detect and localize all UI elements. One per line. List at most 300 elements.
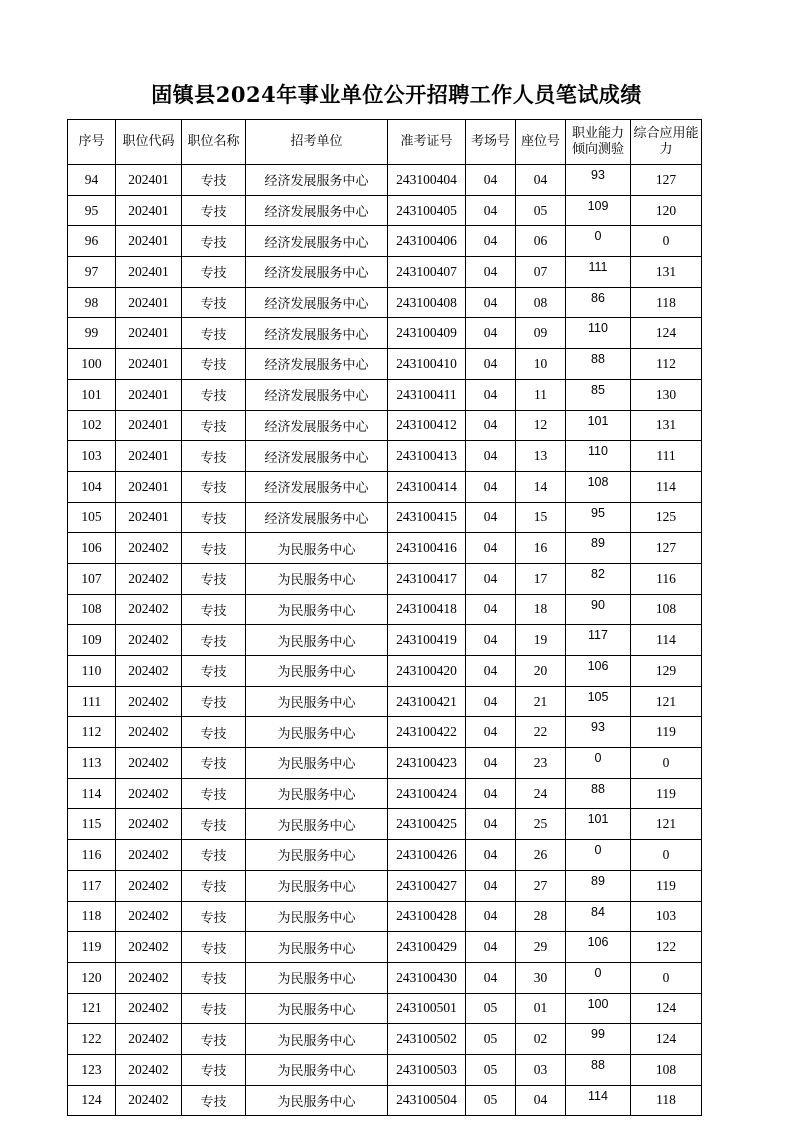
seat-cell: 17 xyxy=(516,563,566,594)
comprehensive-score-cell: 114 xyxy=(631,625,702,656)
comprehensive-score-cell: 119 xyxy=(631,778,702,809)
seat-cell: 05 xyxy=(516,195,566,226)
admission-number-cell: 243100429 xyxy=(388,932,466,963)
col-header-comprehensive-score: 综合应用能力 xyxy=(631,120,702,165)
position-name-cell: 专技 xyxy=(182,1024,246,1055)
position-code-cell: 202402 xyxy=(116,932,182,963)
position-name-cell: 专技 xyxy=(182,471,246,502)
admission-number-cell: 243100412 xyxy=(388,410,466,441)
position-code-cell: 202401 xyxy=(116,410,182,441)
recruiting-unit-cell: 为民服务中心 xyxy=(246,625,388,656)
position-name-cell: 专技 xyxy=(182,901,246,932)
table-row xyxy=(68,594,702,625)
admission-number-cell: 243100504 xyxy=(388,1085,466,1116)
position-name-cell: 专技 xyxy=(182,840,246,871)
seat-cell: 02 xyxy=(516,1024,566,1055)
table-row xyxy=(68,932,702,963)
seq-cell: 123 xyxy=(68,1054,116,1085)
admission-number-cell: 243100423 xyxy=(388,748,466,779)
position-code-cell: 202402 xyxy=(116,625,182,656)
comprehensive-score-cell: 122 xyxy=(631,932,702,963)
admission-number-cell: 243100501 xyxy=(388,993,466,1024)
seq-cell: 111 xyxy=(68,686,116,717)
admission-number-cell: 243100424 xyxy=(388,778,466,809)
exam-room-cell: 04 xyxy=(466,625,516,656)
seq-cell: 96 xyxy=(68,226,116,257)
position-code-cell: 202402 xyxy=(116,656,182,687)
seq-cell: 116 xyxy=(68,840,116,871)
position-code-cell: 202401 xyxy=(116,257,182,288)
seq-cell: 118 xyxy=(68,901,116,932)
admission-number-cell: 243100427 xyxy=(388,870,466,901)
comprehensive-score-cell: 124 xyxy=(631,1024,702,1055)
position-name-cell: 专技 xyxy=(182,441,246,472)
seq-cell: 105 xyxy=(68,502,116,533)
col-header-aptitude-score: 职业能力倾向测验 xyxy=(566,120,631,165)
table-row xyxy=(68,840,702,871)
seat-cell: 04 xyxy=(516,1085,566,1116)
comprehensive-score-cell: 119 xyxy=(631,717,702,748)
seat-cell: 26 xyxy=(516,840,566,871)
comprehensive-score-cell: 119 xyxy=(631,870,702,901)
aptitude-score-cell: 89 xyxy=(566,533,631,564)
seat-cell: 25 xyxy=(516,809,566,840)
exam-room-cell: 04 xyxy=(466,901,516,932)
table-row xyxy=(68,962,702,993)
recruiting-unit-cell: 为民服务中心 xyxy=(246,594,388,625)
table-row xyxy=(68,287,702,318)
table-row xyxy=(68,471,702,502)
aptitude-score-cell: 114 xyxy=(566,1085,631,1116)
position-name-cell: 专技 xyxy=(182,748,246,779)
aptitude-score-cell: 0 xyxy=(566,226,631,257)
exam-room-cell: 05 xyxy=(466,1054,516,1085)
table-row xyxy=(68,809,702,840)
seat-cell: 15 xyxy=(516,502,566,533)
recruiting-unit-cell: 为民服务中心 xyxy=(246,1085,388,1116)
comprehensive-score-cell: 114 xyxy=(631,471,702,502)
position-name-cell: 专技 xyxy=(182,165,246,196)
aptitude-score-cell: 105 xyxy=(566,686,631,717)
seq-cell: 124 xyxy=(68,1085,116,1116)
aptitude-score-cell: 117 xyxy=(566,625,631,656)
seq-cell: 117 xyxy=(68,870,116,901)
recruiting-unit-cell: 经济发展服务中心 xyxy=(246,471,388,502)
position-code-cell: 202402 xyxy=(116,533,182,564)
position-code-cell: 202401 xyxy=(116,471,182,502)
position-code-cell: 202402 xyxy=(116,993,182,1024)
position-name-cell: 专技 xyxy=(182,1054,246,1085)
position-name-cell: 专技 xyxy=(182,870,246,901)
exam-room-cell: 04 xyxy=(466,778,516,809)
header-row xyxy=(68,120,702,165)
seat-cell: 30 xyxy=(516,962,566,993)
admission-number-cell: 243100413 xyxy=(388,441,466,472)
seat-cell: 24 xyxy=(516,778,566,809)
position-name-cell: 专技 xyxy=(182,686,246,717)
recruiting-unit-cell: 为民服务中心 xyxy=(246,901,388,932)
seq-cell: 122 xyxy=(68,1024,116,1055)
aptitude-score-cell: 82 xyxy=(566,563,631,594)
comprehensive-score-cell: 108 xyxy=(631,1054,702,1085)
exam-room-cell: 04 xyxy=(466,563,516,594)
table-row xyxy=(68,502,702,533)
position-name-cell: 专技 xyxy=(182,809,246,840)
recruiting-unit-cell: 为民服务中心 xyxy=(246,533,388,564)
recruiting-unit-cell: 经济发展服务中心 xyxy=(246,410,388,441)
table-row xyxy=(68,195,702,226)
exam-room-cell: 04 xyxy=(466,870,516,901)
seq-cell: 119 xyxy=(68,932,116,963)
recruiting-unit-cell: 经济发展服务中心 xyxy=(246,349,388,380)
page-title: 固镇县2024年事业单位公开招聘工作人员笔试成绩 xyxy=(151,82,642,107)
seq-cell: 109 xyxy=(68,625,116,656)
position-name-cell: 专技 xyxy=(182,563,246,594)
comprehensive-score-cell: 0 xyxy=(631,840,702,871)
seq-cell: 107 xyxy=(68,563,116,594)
admission-number-cell: 243100418 xyxy=(388,594,466,625)
position-name-cell: 专技 xyxy=(182,778,246,809)
exam-room-cell: 04 xyxy=(466,748,516,779)
admission-number-cell: 243100425 xyxy=(388,809,466,840)
admission-number-cell: 243100422 xyxy=(388,717,466,748)
admission-number-cell: 243100406 xyxy=(388,226,466,257)
seq-cell: 110 xyxy=(68,656,116,687)
table-row xyxy=(68,901,702,932)
admission-number-cell: 243100420 xyxy=(388,656,466,687)
aptitude-score-cell: 111 xyxy=(566,257,631,288)
col-header-position-name: 职位名称 xyxy=(182,120,246,165)
admission-number-cell: 243100414 xyxy=(388,471,466,502)
position-code-cell: 202401 xyxy=(116,287,182,318)
recruiting-unit-cell: 经济发展服务中心 xyxy=(246,379,388,410)
exam-room-cell: 04 xyxy=(466,441,516,472)
seat-cell: 04 xyxy=(516,165,566,196)
position-code-cell: 202402 xyxy=(116,809,182,840)
admission-number-cell: 243100415 xyxy=(388,502,466,533)
position-name-cell: 专技 xyxy=(182,717,246,748)
exam-room-cell: 04 xyxy=(466,533,516,564)
admission-number-cell: 243100416 xyxy=(388,533,466,564)
comprehensive-score-cell: 120 xyxy=(631,195,702,226)
exam-room-cell: 04 xyxy=(466,840,516,871)
comprehensive-score-cell: 111 xyxy=(631,441,702,472)
position-code-cell: 202401 xyxy=(116,502,182,533)
aptitude-score-cell: 106 xyxy=(566,656,631,687)
admission-number-cell: 243100408 xyxy=(388,287,466,318)
seq-cell: 103 xyxy=(68,441,116,472)
seq-cell: 100 xyxy=(68,349,116,380)
seq-cell: 114 xyxy=(68,778,116,809)
exam-room-cell: 05 xyxy=(466,1085,516,1116)
table-row xyxy=(68,625,702,656)
recruiting-unit-cell: 为民服务中心 xyxy=(246,656,388,687)
recruiting-unit-cell: 为民服务中心 xyxy=(246,748,388,779)
seat-cell: 20 xyxy=(516,656,566,687)
seat-cell: 14 xyxy=(516,471,566,502)
seq-cell: 94 xyxy=(68,165,116,196)
table-row xyxy=(68,257,702,288)
seq-cell: 112 xyxy=(68,717,116,748)
exam-room-cell: 04 xyxy=(466,656,516,687)
recruiting-unit-cell: 为民服务中心 xyxy=(246,962,388,993)
position-name-cell: 专技 xyxy=(182,993,246,1024)
aptitude-score-cell: 93 xyxy=(566,717,631,748)
exam-room-cell: 04 xyxy=(466,257,516,288)
recruiting-unit-cell: 经济发展服务中心 xyxy=(246,441,388,472)
admission-number-cell: 243100503 xyxy=(388,1054,466,1085)
comprehensive-score-cell: 116 xyxy=(631,563,702,594)
aptitude-score-cell: 90 xyxy=(566,594,631,625)
position-name-cell: 专技 xyxy=(182,287,246,318)
admission-number-cell: 243100421 xyxy=(388,686,466,717)
position-name-cell: 专技 xyxy=(182,195,246,226)
position-code-cell: 202401 xyxy=(116,379,182,410)
position-name-cell: 专技 xyxy=(182,257,246,288)
aptitude-score-cell: 0 xyxy=(566,962,631,993)
admission-number-cell: 243100502 xyxy=(388,1024,466,1055)
position-code-cell: 202402 xyxy=(116,563,182,594)
exam-room-cell: 04 xyxy=(466,809,516,840)
recruiting-unit-cell: 为民服务中心 xyxy=(246,870,388,901)
table-body xyxy=(68,165,702,1116)
seq-cell: 104 xyxy=(68,471,116,502)
seat-cell: 22 xyxy=(516,717,566,748)
recruiting-unit-cell: 为民服务中心 xyxy=(246,993,388,1024)
recruiting-unit-cell: 为民服务中心 xyxy=(246,717,388,748)
table-row xyxy=(68,441,702,472)
table-row xyxy=(68,778,702,809)
recruiting-unit-cell: 经济发展服务中心 xyxy=(246,195,388,226)
table-row xyxy=(68,748,702,779)
comprehensive-score-cell: 118 xyxy=(631,287,702,318)
comprehensive-score-cell: 121 xyxy=(631,809,702,840)
admission-number-cell: 243100405 xyxy=(388,195,466,226)
comprehensive-score-cell: 130 xyxy=(631,379,702,410)
aptitude-score-cell: 95 xyxy=(566,502,631,533)
exam-room-cell: 04 xyxy=(466,717,516,748)
recruiting-unit-cell: 经济发展服务中心 xyxy=(246,287,388,318)
table-row xyxy=(68,686,702,717)
table-row xyxy=(68,1085,702,1116)
seq-cell: 108 xyxy=(68,594,116,625)
aptitude-score-cell: 85 xyxy=(566,379,631,410)
recruiting-unit-cell: 为民服务中心 xyxy=(246,1054,388,1085)
seat-cell: 01 xyxy=(516,993,566,1024)
position-name-cell: 专技 xyxy=(182,349,246,380)
aptitude-score-cell: 108 xyxy=(566,471,631,502)
position-code-cell: 202402 xyxy=(116,1024,182,1055)
results-table xyxy=(67,119,702,1116)
seat-cell: 10 xyxy=(516,349,566,380)
aptitude-score-cell: 0 xyxy=(566,748,631,779)
admission-number-cell: 243100419 xyxy=(388,625,466,656)
seq-cell: 98 xyxy=(68,287,116,318)
position-code-cell: 202401 xyxy=(116,226,182,257)
recruiting-unit-cell: 经济发展服务中心 xyxy=(246,502,388,533)
table-row xyxy=(68,656,702,687)
exam-room-cell: 04 xyxy=(466,932,516,963)
seq-cell: 99 xyxy=(68,318,116,349)
aptitude-score-cell: 88 xyxy=(566,349,631,380)
col-header-recruiting-unit: 招考单位 xyxy=(246,120,388,165)
seq-cell: 106 xyxy=(68,533,116,564)
position-code-cell: 202402 xyxy=(116,901,182,932)
table-row xyxy=(68,379,702,410)
recruiting-unit-cell: 为民服务中心 xyxy=(246,840,388,871)
comprehensive-score-cell: 103 xyxy=(631,901,702,932)
position-name-cell: 专技 xyxy=(182,226,246,257)
seat-cell: 29 xyxy=(516,932,566,963)
seat-cell: 11 xyxy=(516,379,566,410)
comprehensive-score-cell: 124 xyxy=(631,993,702,1024)
seat-cell: 18 xyxy=(516,594,566,625)
position-name-cell: 专技 xyxy=(182,932,246,963)
position-code-cell: 202401 xyxy=(116,165,182,196)
table-row xyxy=(68,717,702,748)
recruiting-unit-cell: 为民服务中心 xyxy=(246,932,388,963)
seq-cell: 121 xyxy=(68,993,116,1024)
position-name-cell: 专技 xyxy=(182,318,246,349)
position-code-cell: 202402 xyxy=(116,870,182,901)
seat-cell: 07 xyxy=(516,257,566,288)
aptitude-score-cell: 89 xyxy=(566,870,631,901)
aptitude-score-cell: 106 xyxy=(566,932,631,963)
comprehensive-score-cell: 129 xyxy=(631,656,702,687)
aptitude-score-cell: 101 xyxy=(566,809,631,840)
position-code-cell: 202401 xyxy=(116,318,182,349)
position-code-cell: 202401 xyxy=(116,349,182,380)
position-name-cell: 专技 xyxy=(182,379,246,410)
seq-cell: 102 xyxy=(68,410,116,441)
aptitude-score-cell: 110 xyxy=(566,318,631,349)
seat-cell: 16 xyxy=(516,533,566,564)
seat-cell: 06 xyxy=(516,226,566,257)
admission-number-cell: 243100428 xyxy=(388,901,466,932)
seat-cell: 03 xyxy=(516,1054,566,1085)
table-row xyxy=(68,349,702,380)
comprehensive-score-cell: 0 xyxy=(631,748,702,779)
recruiting-unit-cell: 经济发展服务中心 xyxy=(246,257,388,288)
exam-room-cell: 04 xyxy=(466,349,516,380)
seq-cell: 113 xyxy=(68,748,116,779)
position-code-cell: 202402 xyxy=(116,594,182,625)
seat-cell: 21 xyxy=(516,686,566,717)
exam-room-cell: 04 xyxy=(466,287,516,318)
position-code-cell: 202402 xyxy=(116,1085,182,1116)
admission-number-cell: 243100417 xyxy=(388,563,466,594)
comprehensive-score-cell: 127 xyxy=(631,533,702,564)
comprehensive-score-cell: 112 xyxy=(631,349,702,380)
aptitude-score-cell: 88 xyxy=(566,1054,631,1085)
position-code-cell: 202401 xyxy=(116,195,182,226)
position-code-cell: 202402 xyxy=(116,962,182,993)
table-row xyxy=(68,563,702,594)
exam-room-cell: 04 xyxy=(466,686,516,717)
aptitude-score-cell: 109 xyxy=(566,195,631,226)
recruiting-unit-cell: 为民服务中心 xyxy=(246,809,388,840)
seat-cell: 19 xyxy=(516,625,566,656)
position-name-cell: 专技 xyxy=(182,1085,246,1116)
table-header xyxy=(68,120,702,165)
admission-number-cell: 243100411 xyxy=(388,379,466,410)
comprehensive-score-cell: 121 xyxy=(631,686,702,717)
exam-room-cell: 04 xyxy=(466,379,516,410)
comprehensive-score-cell: 0 xyxy=(631,226,702,257)
aptitude-score-cell: 0 xyxy=(566,840,631,871)
exam-room-cell: 04 xyxy=(466,502,516,533)
position-code-cell: 202402 xyxy=(116,717,182,748)
exam-room-cell: 04 xyxy=(466,195,516,226)
exam-room-cell: 04 xyxy=(466,165,516,196)
aptitude-score-cell: 88 xyxy=(566,778,631,809)
aptitude-score-cell: 93 xyxy=(566,165,631,196)
seq-cell: 95 xyxy=(68,195,116,226)
position-name-cell: 专技 xyxy=(182,502,246,533)
position-name-cell: 专技 xyxy=(182,625,246,656)
position-code-cell: 202402 xyxy=(116,748,182,779)
position-name-cell: 专技 xyxy=(182,410,246,441)
position-name-cell: 专技 xyxy=(182,656,246,687)
seq-cell: 115 xyxy=(68,809,116,840)
exam-room-cell: 05 xyxy=(466,1024,516,1055)
admission-number-cell: 243100410 xyxy=(388,349,466,380)
exam-room-cell: 04 xyxy=(466,962,516,993)
exam-room-cell: 04 xyxy=(466,594,516,625)
aptitude-score-cell: 99 xyxy=(566,1024,631,1055)
aptitude-score-cell: 110 xyxy=(566,441,631,472)
seat-cell: 27 xyxy=(516,870,566,901)
seat-cell: 08 xyxy=(516,287,566,318)
aptitude-score-cell: 86 xyxy=(566,287,631,318)
admission-number-cell: 243100404 xyxy=(388,165,466,196)
seat-cell: 12 xyxy=(516,410,566,441)
exam-room-cell: 04 xyxy=(466,471,516,502)
position-name-cell: 专技 xyxy=(182,594,246,625)
seat-cell: 13 xyxy=(516,441,566,472)
col-header-admission-number: 准考证号 xyxy=(388,120,466,165)
seq-cell: 97 xyxy=(68,257,116,288)
col-header-seat: 座位号 xyxy=(516,120,566,165)
comprehensive-score-cell: 131 xyxy=(631,410,702,441)
seat-cell: 09 xyxy=(516,318,566,349)
table-row xyxy=(68,226,702,257)
col-header-exam-room: 考场号 xyxy=(466,120,516,165)
comprehensive-score-cell: 125 xyxy=(631,502,702,533)
aptitude-score-cell: 84 xyxy=(566,901,631,932)
table-row xyxy=(68,165,702,196)
position-code-cell: 202402 xyxy=(116,778,182,809)
table-row xyxy=(68,533,702,564)
comprehensive-score-cell: 108 xyxy=(631,594,702,625)
table-row xyxy=(68,870,702,901)
exam-room-cell: 04 xyxy=(466,318,516,349)
comprehensive-score-cell: 0 xyxy=(631,962,702,993)
seat-cell: 23 xyxy=(516,748,566,779)
position-code-cell: 202402 xyxy=(116,840,182,871)
position-code-cell: 202401 xyxy=(116,441,182,472)
comprehensive-score-cell: 131 xyxy=(631,257,702,288)
comprehensive-score-cell: 118 xyxy=(631,1085,702,1116)
seq-cell: 101 xyxy=(68,379,116,410)
comprehensive-score-cell: 127 xyxy=(631,165,702,196)
table-row xyxy=(68,410,702,441)
table-row xyxy=(68,993,702,1024)
col-header-seq: 序号 xyxy=(68,120,116,165)
admission-number-cell: 243100430 xyxy=(388,962,466,993)
exam-room-cell: 04 xyxy=(466,226,516,257)
recruiting-unit-cell: 经济发展服务中心 xyxy=(246,226,388,257)
